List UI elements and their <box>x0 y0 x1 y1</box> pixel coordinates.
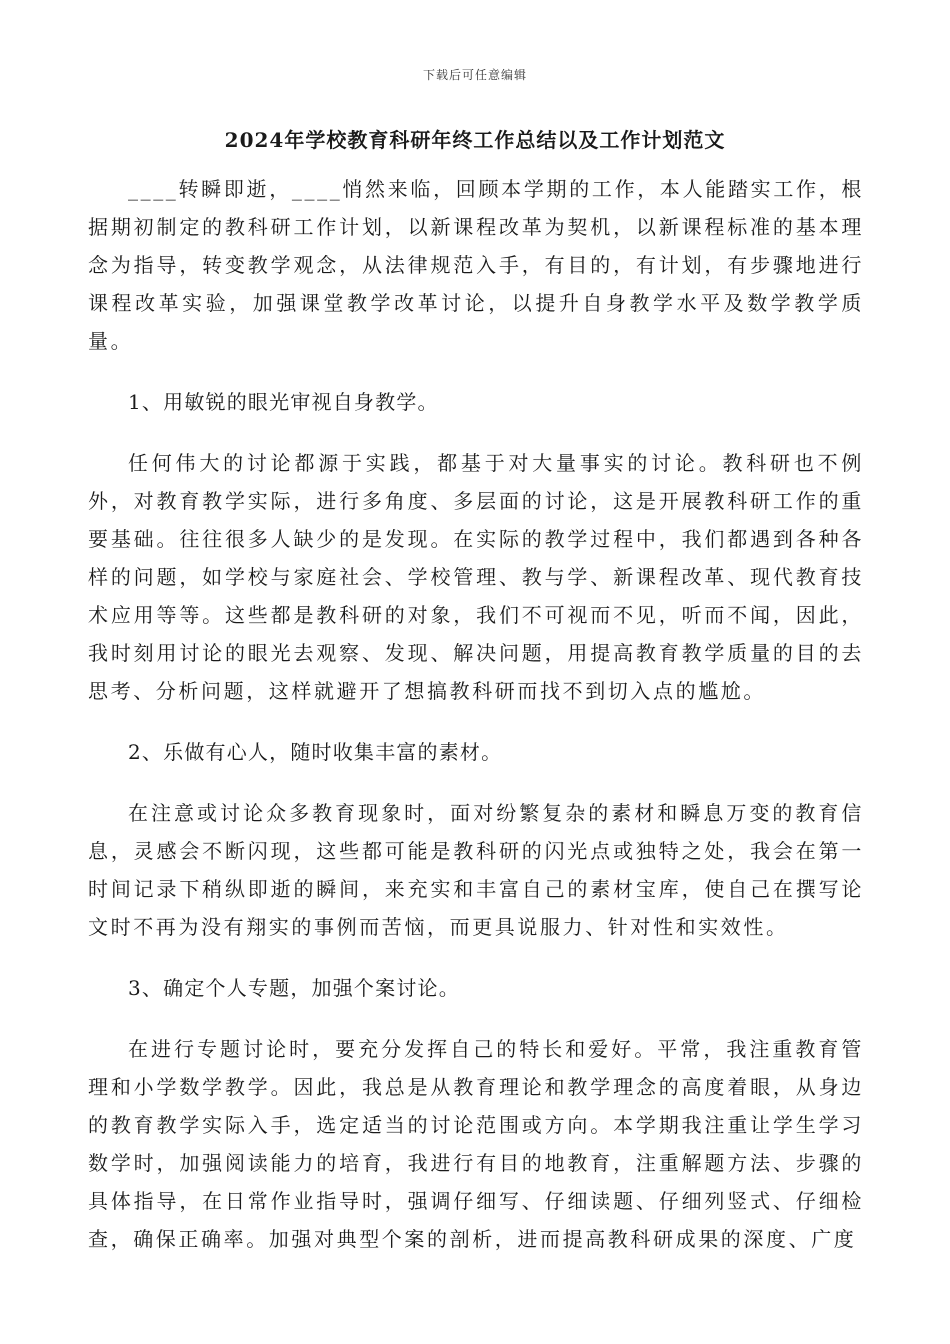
header-note: 下载后可任意编辑 <box>422 68 527 82</box>
section-paragraph-1: 任何伟大的讨论都源于实践，都基于对大量事实的讨论。教科研也不例外，对教育教学实际，进行多角度、多层面的讨论，这是开展教科研工作的重要基础。往往很多人缺少的是发现。在实际的教学过程中，我们都遇到各种各样的问题，如学校与家庭社会、学校管理、教与学、新课程改革、现代教育技术应用等等。这些都是教科研的对象，我们不可视而不见，听而不闻，因此，我时刻用讨论的眼光去观察、发现、解决问题，用提高教育教学质量的目的去思考、分析问题，这样就避开了想搞教科研而找不到切入点的尴尬。 <box>88 451 864 703</box>
section-paragraph-3: 在进行专题讨论时，要充分发挥自己的特长和爱好。平常，我注重教育管理和小学数学教学。因此，我总是从教育理论和教学理念的高度着眼，从身边的教育教学实际入手，选定适当的讨论范围或方向。本学期我注重让学生学习数学时，加强阅读能力的培育，我进行有目的地教育，注重解题方法、步骤的具体指导，在日常作业指导时，强调仔细写、仔细读题、仔细列竖式、仔细检查，确保正确率。加强对典型个案的剖析，进而提高教科研成果的深度、广度 <box>88 1037 864 1251</box>
section-paragraph-2: 在注意或讨论众多教育现象时，面对纷繁复杂的素材和瞬息万变的教育信息，灵感会不断闪现，这些都可能是教科研的闪光点或独特之处，我会在第一时间记录下稍纵即逝的瞬间，来充实和丰富自己的素材宝库，使自己在撰写论文时不再为没有翔实的事例而苦恼，而更具说服力、针对性和实效性。 <box>88 801 864 939</box>
section-heading-1: 1、用敏锐的眼光审视自身教学。 <box>128 390 439 414</box>
section-heading-3: 3、确定个人专题，加强个案讨论。 <box>128 976 460 1000</box>
intro-paragraph: ____转瞬即逝，____悄然来临，回顾本学期的工作，本人能踏实工作，根据期初制定的教科研工作计划，以新课程改革为契机，以新课程标准的基本理念为指导，转变教学观念，从法律规范入手，有目的，有计划，有步骤地进行课程改革实验，加强课堂教学改革讨论，以提升自身教学水平及数学教学质量。 <box>88 177 864 353</box>
document-title: 2024年学校教育科研年终工作总结以及工作计划范文 <box>224 128 726 152</box>
document-body <box>88 170 864 1281</box>
section-heading-2: 2、乐做有心人，随时收集丰富的素材。 <box>128 740 503 764</box>
